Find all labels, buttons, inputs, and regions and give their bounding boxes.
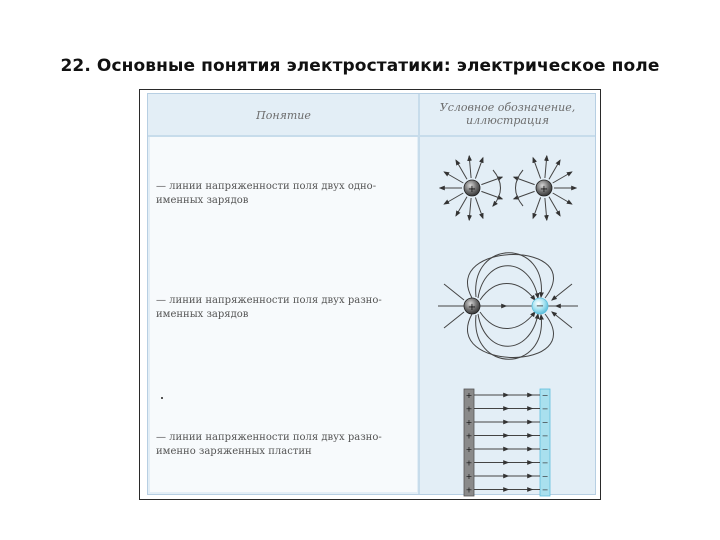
field-line (553, 193, 572, 204)
row-text-line1: — линии напряженности поля двух одно- (156, 181, 377, 192)
field-line (480, 312, 535, 329)
field-line (444, 172, 463, 183)
field-line (475, 158, 483, 179)
field-line (480, 284, 535, 301)
plate-field-lines (474, 395, 540, 490)
field-line (553, 172, 572, 183)
field-line (552, 284, 572, 300)
charge-sign: + (539, 184, 549, 195)
plate-charge-sign: − (541, 445, 549, 454)
field-line (469, 198, 471, 220)
field-line (444, 193, 463, 204)
plate-charge-sign: − (541, 404, 549, 414)
field-line (467, 314, 553, 358)
plate-charge-sign: − (541, 458, 549, 468)
header-illustration-line1: Условное обозначение, (439, 101, 576, 114)
plate-charge-sign: − (541, 391, 549, 400)
plate-charge-sign: + (465, 472, 473, 481)
header-illustration-line2: иллюстрация (465, 114, 549, 127)
plate-charge-sign: + (465, 485, 473, 495)
field-line (467, 255, 553, 299)
row-text-line2: именно заряженных пластин (156, 446, 312, 457)
header-concept: Понятие (256, 109, 311, 122)
field-line (545, 156, 547, 178)
field-line (545, 198, 547, 220)
plate-charge-sign: − (541, 485, 549, 495)
plate-charge-sign: − (541, 418, 549, 427)
like-charges-illustration (440, 156, 576, 220)
plate-charge-sign: + (465, 418, 473, 427)
field-line (475, 197, 483, 218)
plate-charge-sign: + (465, 391, 473, 400)
field-line (444, 312, 464, 328)
field-line (533, 158, 541, 179)
row-text-line2: именных зарядов (156, 195, 249, 206)
plate-charge-sign: − (541, 472, 549, 481)
plate-charge-sign: + (465, 404, 473, 414)
field-line (549, 160, 560, 179)
field-line (444, 284, 464, 300)
row-text-line2: именных зарядов (156, 309, 249, 320)
charge-sign: + (467, 184, 477, 195)
field-line (549, 197, 560, 216)
row-text-line1: — линии напряженности поля двух разно- (156, 432, 382, 443)
field-line (493, 170, 501, 206)
charge-sign: − (535, 301, 545, 312)
field-line (533, 197, 541, 218)
plates-illustration (464, 389, 550, 496)
plate-charge-sign: + (465, 458, 473, 468)
field-line (516, 170, 524, 206)
field-line (469, 156, 471, 178)
field-line (456, 197, 467, 216)
row-text-line1: — линии напряженности поля двух разно- (156, 295, 382, 306)
page-title: 22. Основные понятия электростатики: электрическое поле (60, 56, 660, 76)
field-line (552, 312, 572, 328)
plate-charge-sign: + (465, 431, 473, 441)
plate-charge-sign: − (541, 431, 549, 441)
charge-sign: + (467, 302, 477, 313)
plate-charge-sign: + (465, 445, 473, 454)
dipole-illustration (438, 253, 578, 360)
field-line (456, 160, 467, 179)
